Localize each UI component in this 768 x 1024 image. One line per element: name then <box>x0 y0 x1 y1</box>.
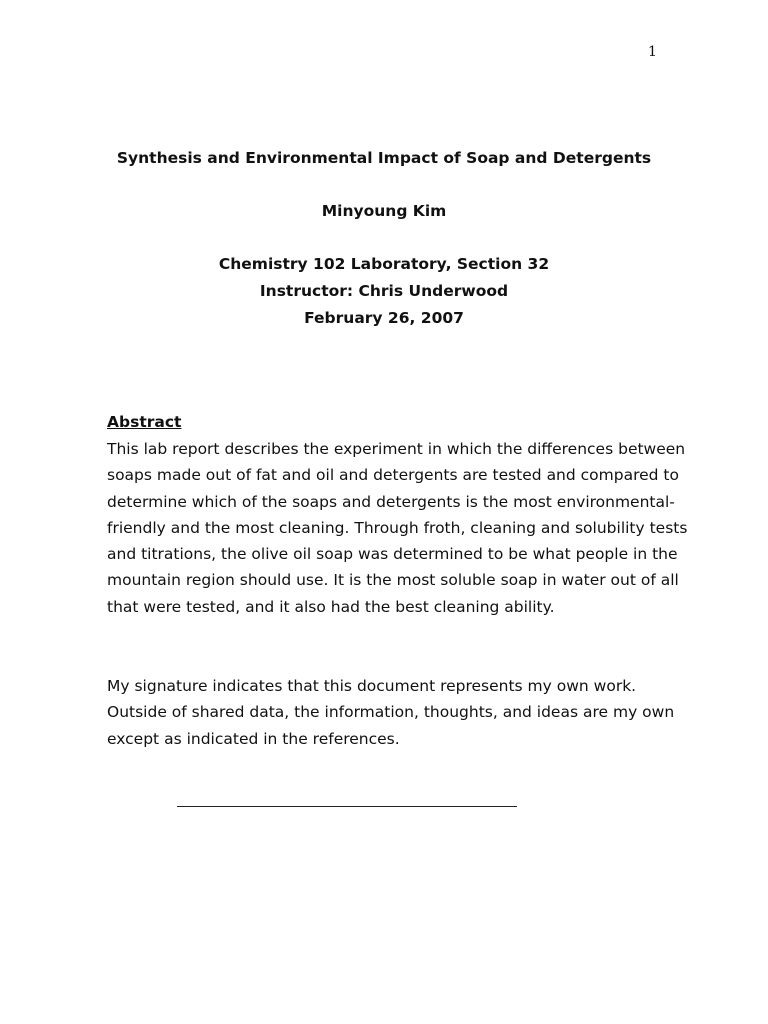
abstract-line: friendly and the most cleaning. Through froth, cleaning and solubility tests <box>107 518 688 537</box>
instructor-info: Instructor: Chris Underwood <box>259 282 509 300</box>
document-title: Synthesis and Environmental Impact of Soap and Detergents <box>116 149 652 167</box>
abstract-heading: Abstract <box>107 413 182 431</box>
abstract-line: that were tested, and it also had the best cleaning ability. <box>107 597 555 616</box>
abstract-line: and titrations, the olive oil soap was determined to be what people in the <box>107 545 678 564</box>
abstract-line: mountain region should use. It is the most soluble soap in water out of all <box>107 571 679 590</box>
abstract-line: soaps made out of fat and oil and detergents are tested and compared to <box>107 466 679 485</box>
page-number: 1 <box>648 44 657 60</box>
author-name: Minyoung Kim <box>321 202 447 220</box>
signature-line <box>177 806 517 807</box>
signature-statement-line: My signature indicates that this document represents my own work. <box>107 677 637 695</box>
signature-statement-line: Outside of shared data, the information, thoughts, and ideas are my own <box>107 703 675 722</box>
abstract-line: This lab report describes the experiment in which the differences between <box>107 440 686 458</box>
abstract-line: determine which of the soaps and detergents is the most environmental- <box>107 492 675 511</box>
signature-statement-line: except as indicated in the references. <box>107 729 400 748</box>
report-date: February 26, 2007 <box>304 309 464 327</box>
abstract-paragraph <box>107 436 688 620</box>
signature-statement <box>107 673 675 752</box>
course-info: Chemistry 102 Laboratory, Section 32 <box>218 255 550 273</box>
